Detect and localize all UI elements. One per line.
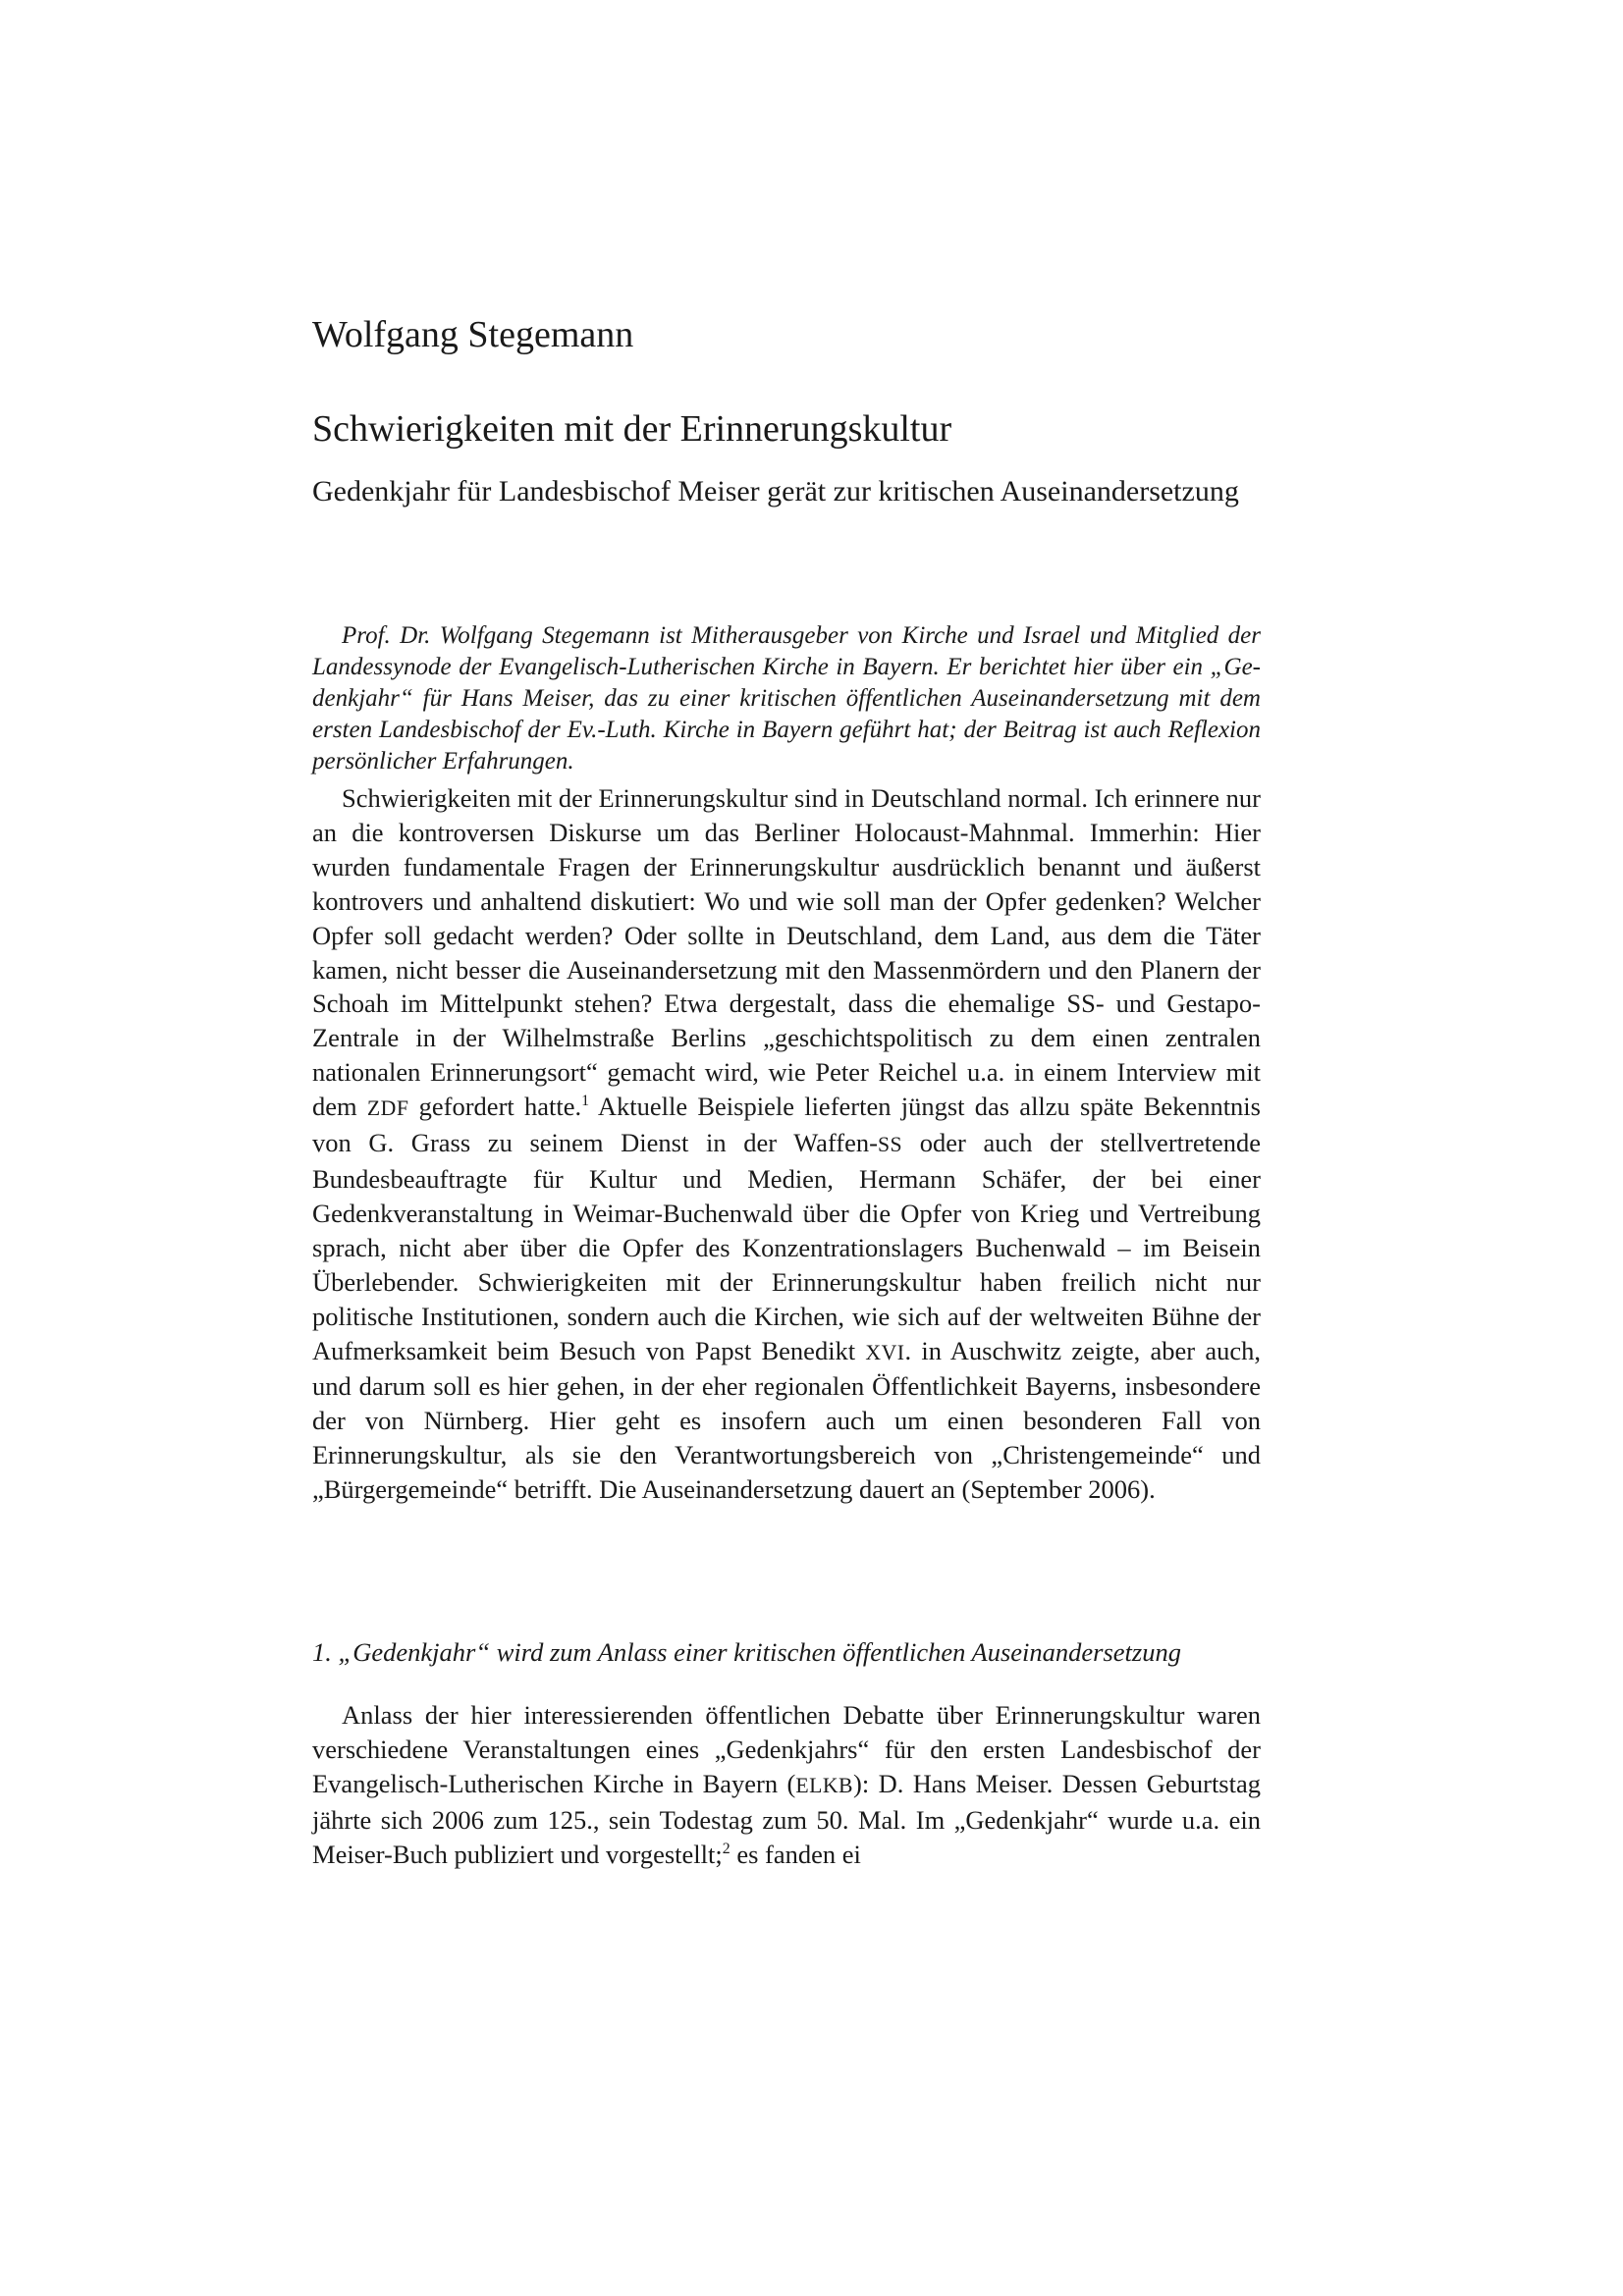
body-paragraph-1 (312, 781, 1261, 1507)
abstract: Prof. Dr. Wolfgang Stegemann ist Mitherausgeber von Kirche und Israel und Mitglied der Landessynode der Evangelisch-Lutherischen Kirche in Bayern. Er berichtet hier über ein „Gedenkjahr“ für Hans Meiser, das zu einer kritischen öffentlichen Auseinandersetzung mit dem ersten Landesbischof der Ev.-Luth. Kirche in Bayern geführt hat; der Beitrag ist auch Reflexion persönlicher Erfahrungen. (312, 622, 1261, 774)
para1-text-d: oder auch der stellvertretende Bundesbeauftragte für Kultur und Medien, Hermann Schäfer, der bei einer Gedenkveranstaltung in Weimar-Buchenwald über die Opfer von Krieg und Vertreibung sprach, nicht aber über die Opfer des Konzentrationslagers Buchenwald – im Beisein Überlebender. Schwierigkeiten mit der Erinnerungskultur haben freilich nicht nur politische Institutionen, sondern auch die Kirchen, wie sich auf der weltweiten Bühne der Aufmerksamkeit beim Besuch von Papst Benedikt (312, 1128, 1261, 1365)
para1-text-a: Schwierigkeiten mit der Erinnerungskultur sind in Deutschland normal. Ich erinnere nur an die kontroversen Diskurse um das Berliner Holocaust-Mahnmal. Immerhin: Hier wurden fundamentale Fragen der Erinnerungskultur ausdrücklich benannt und äußerst kontrovers und anhaltend diskutiert: Wo und wie soll man der Opfer gedenken? Welcher Opfer soll gedacht werden? Oder sollte in Deutschland, dem Land, aus dem die Täter kamen, nicht besser die Auseinandersetzung mit den Massenmördern und den Planern der Schoah im Mittelpunkt stehen? Etwa dergestalt, dass die ehemalige SS- und Gestapo-Zentrale in der Wilhelmstraße Berlins „geschichtspolitisch zu dem einen zentralen nationalen Erinnerungsort“ gemacht wird, wie Peter Reichel u.a. in einem Interview mit dem (312, 783, 1261, 1122)
section-heading-1: 1. „Gedenkjahr“ wird zum Anlass einer kritischen öffentlichen Auseinandersetzung (312, 1637, 1181, 1667)
footnote-ref-2[interactable]: 2 (722, 1840, 730, 1857)
para1-abbrev-xvi: XVI (865, 1340, 905, 1364)
footnote-ref-1[interactable]: 1 (581, 1093, 590, 1110)
para2-abbrev-elkb: ELKB (795, 1773, 854, 1797)
para2-text-a: Anlass der hier interessierenden öffentlichen Debatte über Erinnerungskultur waren verschiedene Veranstaltungen eines „Gedenkjahrs“ für den ersten Landesbischof der Evangelisch-Lutherischen Kirche in Bayern ( (312, 1700, 1261, 1798)
para1-abbrev-ss: SS (877, 1133, 903, 1157)
para2-text-c: es fanden ei (730, 1839, 861, 1869)
article-subtitle: Gedenkjahr für Landesbischof Meiser gerät zur kritischen Auseinandersetzung (312, 475, 1239, 507)
author-name: Wolfgang Stegemann (312, 314, 634, 355)
article-title: Schwierigkeiten mit der Erinnerungskultur (312, 408, 952, 450)
body-paragraph-2 (312, 1698, 1261, 1872)
para2-text-b: ): D. Hans Meiser. Dessen Geburtstag jährte sich 2006 zum 125., sein Todestag zum 50. Mal. Im „Gedenkjahr“ wurde u.a. ein Meiser-Buch publiziert und vorgestellt; (312, 1768, 1261, 1869)
para1-text-c: Aktuelle Beispiele lieferten jüngst das allzu späte Bekenntnis von G. Grass zu seinem Dienst in der Waffen- (312, 1092, 1261, 1158)
para1-text-b: gefordert hatte. (408, 1092, 582, 1122)
para1-text-e: . in Auschwitz zeigte, aber auch, und darum soll es hier gehen, in der eher regionalen Öffentlichkeit Bayerns, insbesondere der von Nürnberg. Hier geht es insofern auch um einen besonderen Fall von Erinnerungskultur, als sie den Verantwortungsbereich von „Christengemeinde“ und „Bürgergemeinde“ betrifft. Die Auseinandersetzung dauert an (September 2006). (312, 1335, 1262, 1505)
para1-abbrev-zdf: ZDF (366, 1096, 409, 1121)
